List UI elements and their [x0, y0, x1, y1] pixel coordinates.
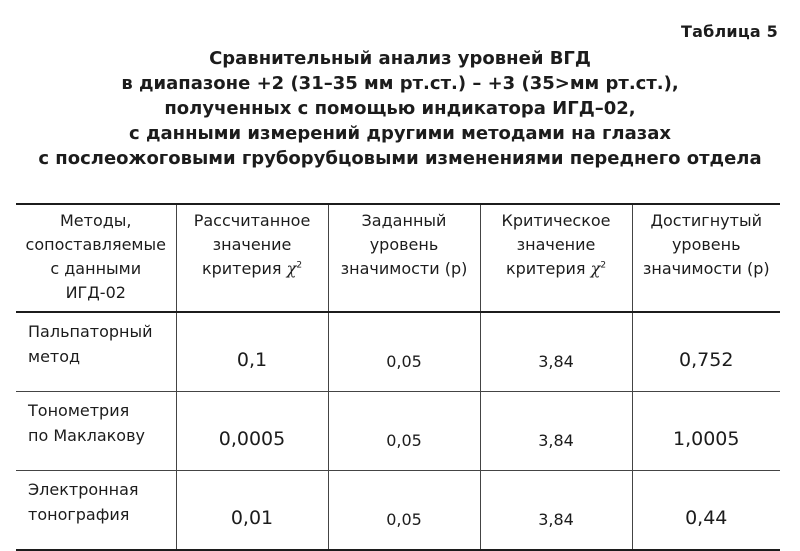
header-critical [480, 204, 632, 312]
header-given-level [328, 204, 480, 312]
calculated-value: 0,0005 [176, 392, 328, 471]
header-line: Рассчитанное [193, 211, 311, 230]
header-text: критерия [201, 259, 282, 278]
title-line: полученных с помощью индикатора ИГД–02, [164, 98, 636, 119]
given-level-value: 0,05 [328, 471, 480, 551]
critical-value: 3,84 [480, 471, 632, 551]
chi-exponent: 2 [296, 260, 303, 271]
calculated-value: 0,1 [176, 312, 328, 392]
header-line: Критическое [501, 211, 611, 230]
table-row [16, 471, 780, 551]
table-row [16, 312, 780, 392]
method-cell [16, 471, 176, 551]
method-line: по Маклакову [28, 426, 145, 445]
title-line: в диапазоне +2 (31–35 мм рт.ст.) – +3 (35>мм рт.ст.), [121, 73, 679, 94]
achieved-value: 0,44 [632, 471, 780, 551]
header-line: значение [212, 235, 292, 254]
achieved-value: 1,0005 [632, 392, 780, 471]
header-line: значимости (р) [340, 259, 468, 278]
given-level-value: 0,05 [328, 312, 480, 392]
header-line: Методы, [59, 211, 132, 230]
header-line: с данными [50, 259, 142, 278]
header-row [16, 204, 780, 312]
critical-value: 3,84 [480, 392, 632, 471]
table-number: Таблица 5 [681, 22, 778, 41]
header-line [485, 257, 628, 281]
chi-symbol: χ [590, 259, 601, 278]
chi-exponent: 2 [600, 260, 607, 271]
header-line: ИГД-02 [65, 283, 126, 302]
table-row [16, 392, 780, 471]
header-line: Заданный [361, 211, 447, 230]
method-cell [16, 312, 176, 392]
header-methods [16, 204, 176, 312]
header-line [181, 257, 324, 281]
title-line: с послеожоговыми груборубцовыми изменениями переднего отдела [38, 148, 762, 169]
header-line: значение [516, 235, 596, 254]
header-text: критерия [505, 259, 586, 278]
method-line: Электронная [28, 480, 139, 499]
calculated-value: 0,01 [176, 471, 328, 551]
header-line: Достигнутый [650, 211, 762, 230]
method-cell [16, 392, 176, 471]
header-achieved [632, 204, 780, 312]
title-line: Сравнительный анализ уровней ВГД [209, 48, 591, 69]
header-line: уровень [369, 235, 439, 254]
given-level-value: 0,05 [328, 392, 480, 471]
achieved-value: 0,752 [632, 312, 780, 392]
header-line: уровень [671, 235, 741, 254]
header-line: сопоставляемые [25, 235, 166, 254]
critical-value: 3,84 [480, 312, 632, 392]
header-line: значимости (р) [642, 259, 770, 278]
method-line: тонография [28, 505, 130, 524]
header-calculated [176, 204, 328, 312]
chi-symbol: χ [286, 259, 297, 278]
table-title [0, 46, 800, 171]
comparison-table [16, 203, 780, 551]
method-line: Тонометрия [28, 401, 130, 420]
title-line: с данными измерений другими методами на глазах [129, 123, 671, 144]
method-line: метод [28, 347, 81, 366]
method-line: Пальпаторный [28, 322, 153, 341]
